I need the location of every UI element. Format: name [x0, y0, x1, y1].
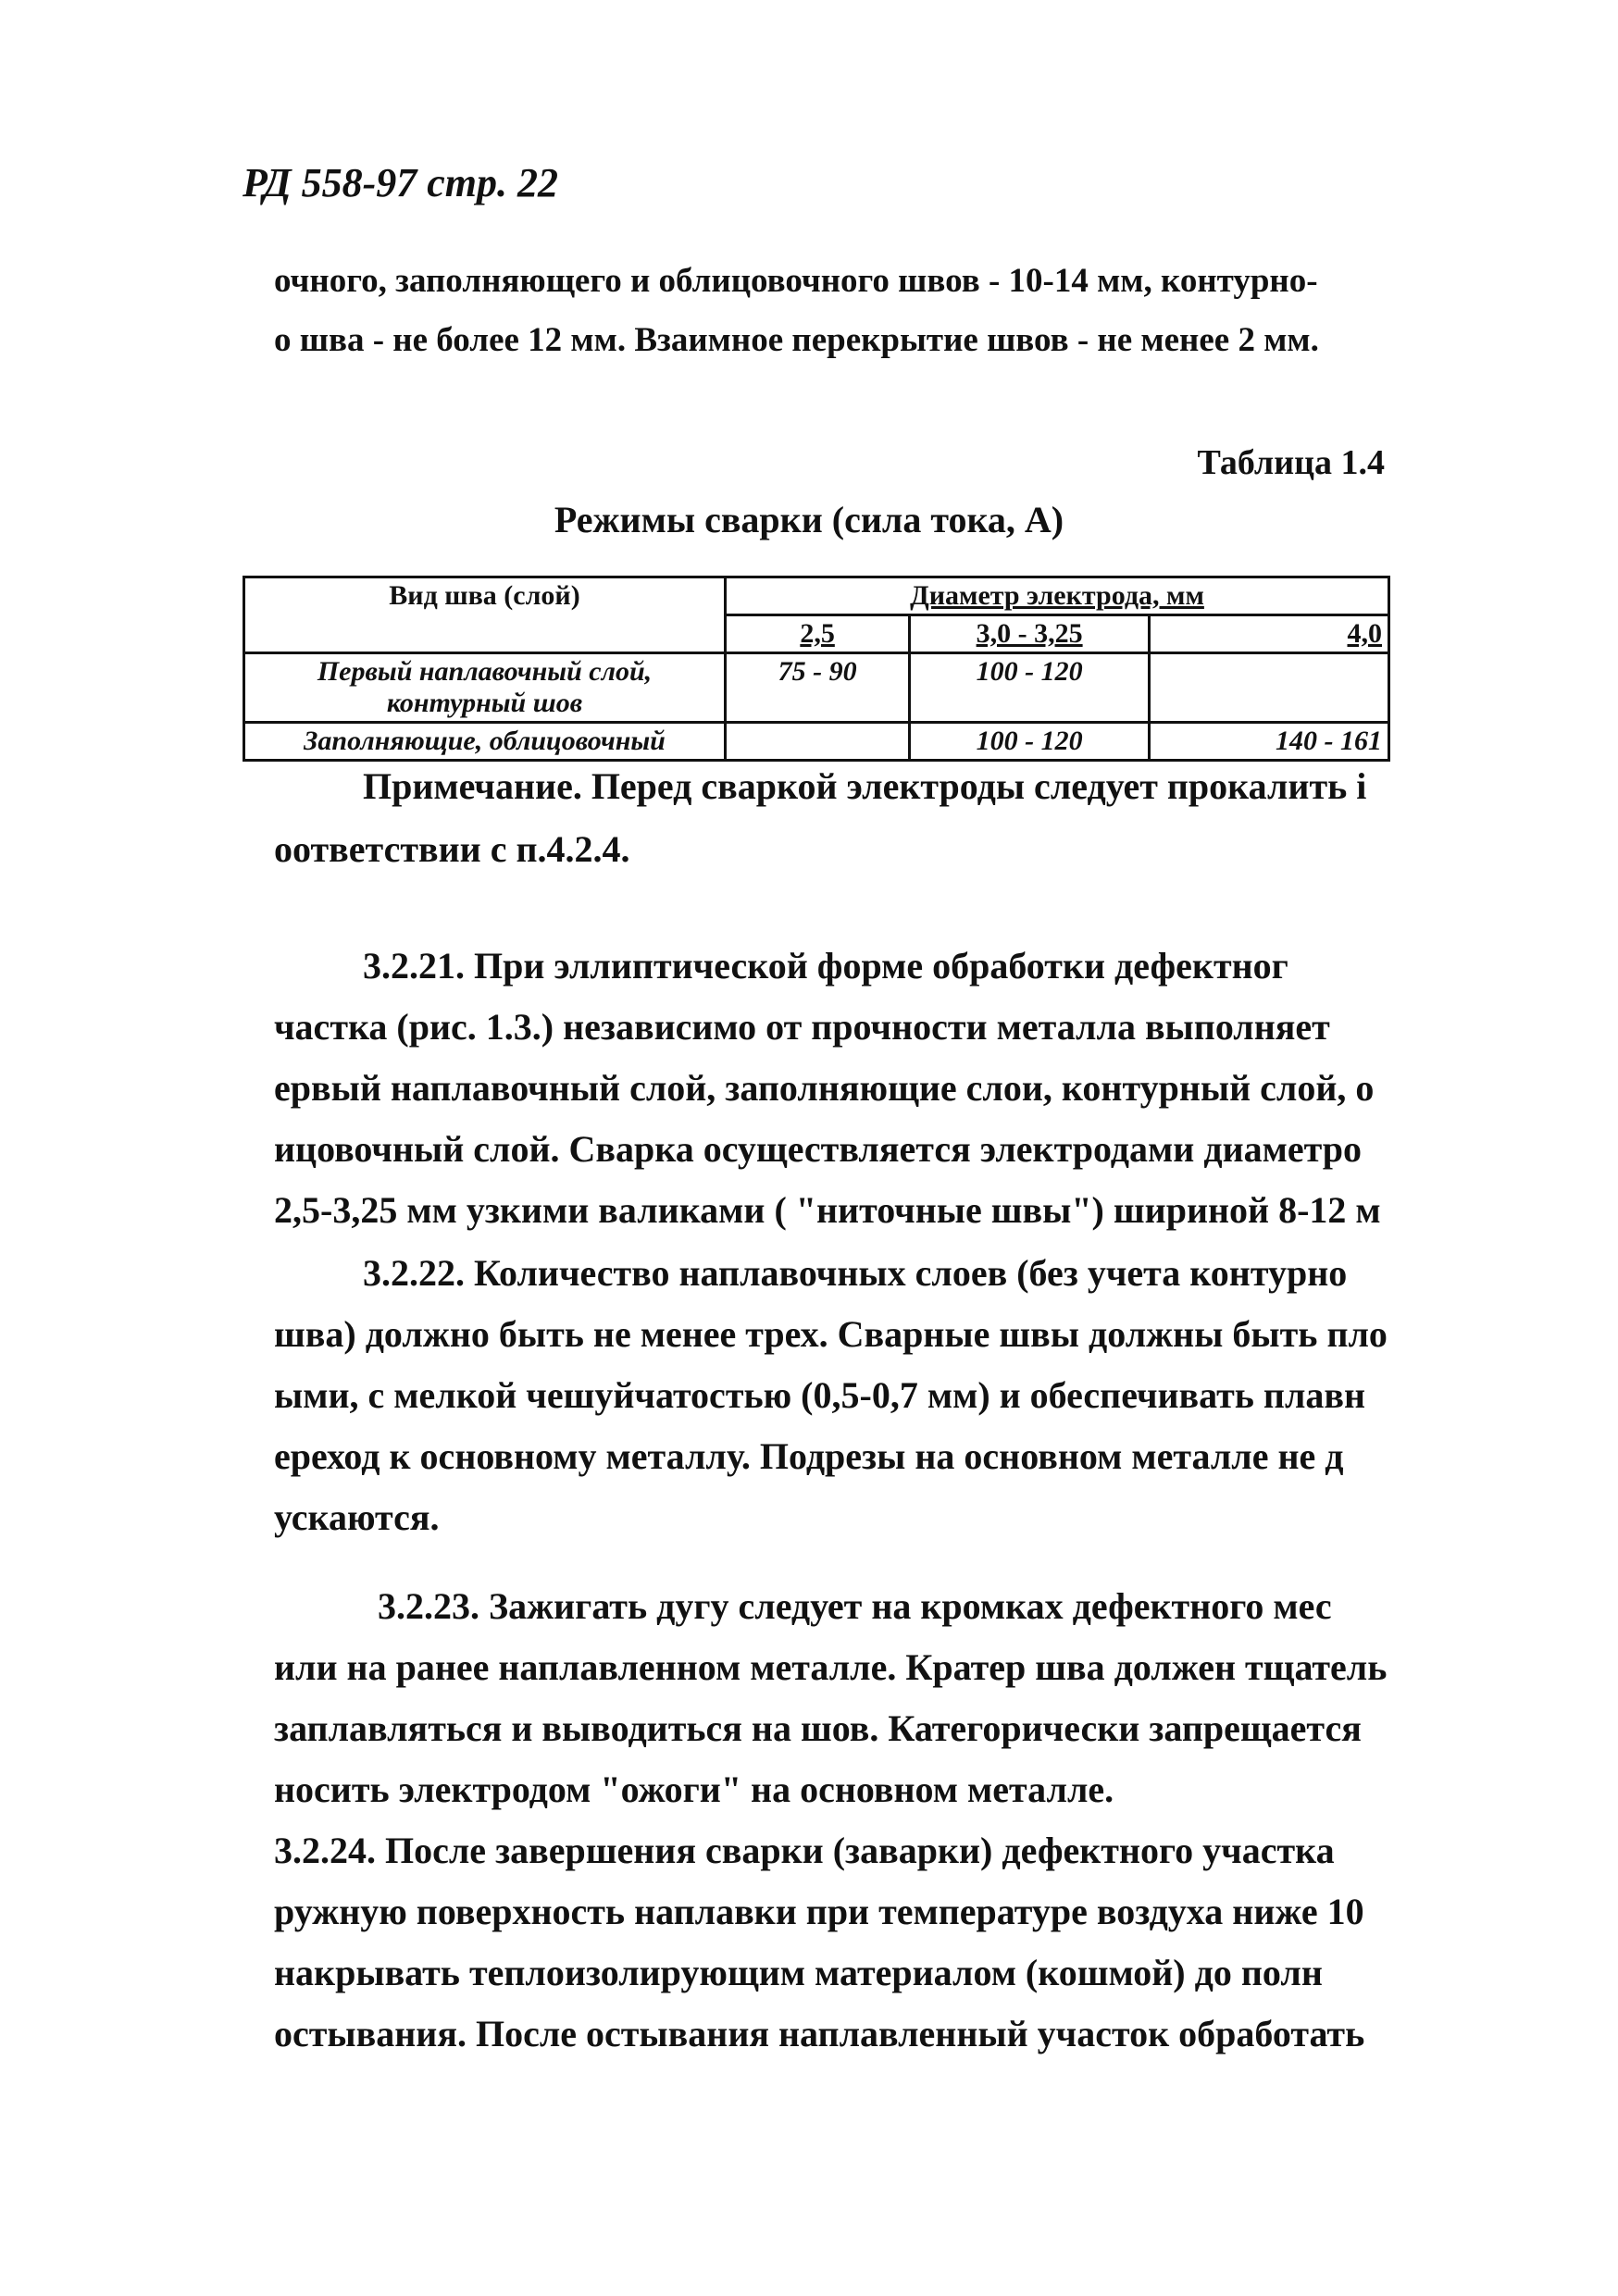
paragraph-line: ружную поверхность наплавки при температуре воздуха ниже 10 — [274, 1891, 1364, 1932]
paragraph-line: частка (рис. 1.3.) независимо от прочности металла выполняет — [274, 1006, 1330, 1048]
welding-modes-table — [243, 576, 1390, 762]
table-caption-title: Режимы сварки (сила тока, А) — [554, 499, 1064, 540]
diameter-2-5: 2,5 — [726, 615, 910, 653]
paragraph-line: 3.2.23. Зажигать дугу следует на кромках дефектного мес — [378, 1585, 1332, 1627]
table-note: Примечание. Перед сваркой электроды следует прокалить i — [363, 765, 1367, 807]
seam-cell: Заполняющие, облицовочный — [244, 723, 726, 761]
paragraph-line: 3.2.22. Количество наплавочных слоев (без учета контурно — [363, 1252, 1348, 1294]
paragraph-line: ицовочный слой. Сварка осуществляется электродами диаметро — [274, 1128, 1362, 1170]
intro-line: о шва - не более 12 мм. Взаимное перекрытие швов - не менее 2 мм. — [274, 321, 1319, 359]
paragraph-line: 2,5-3,25 мм узкими валиками ( "ниточные швы") шириной 8-12 м — [274, 1189, 1381, 1231]
table-caption-number: Таблица 1.4 — [1197, 443, 1385, 482]
diameter-header: Диаметр электрода, мм — [726, 577, 1389, 615]
table-header-row — [244, 577, 1389, 615]
paragraph-line: шва) должно быть не менее трех. Сварные швы должны быть пло — [274, 1313, 1388, 1355]
value-cell: 100 - 120 — [910, 653, 1150, 723]
value-cell: 100 - 120 — [910, 723, 1150, 761]
paragraph-line: ыми, с мелкой чешуйчатостью (0,5-0,7 мм) и обеспечивать плавн — [274, 1374, 1366, 1416]
value-cell — [1150, 653, 1389, 723]
paragraph-line: остывания. После остывания наплавленный участок обработать — [274, 2013, 1365, 2054]
seam-type-header: Вид шва (слой) — [244, 577, 726, 653]
intro-line: очного, заполняющего и облицовочного швов - 10-14 мм, контурно- — [274, 262, 1318, 300]
diameter-3-0: 3,0 - 3,25 — [910, 615, 1150, 653]
value-cell: 140 - 161 — [1150, 723, 1389, 761]
table-row — [244, 653, 1389, 723]
paragraph-line: накрывать теплоизолирующим материалом (кошмой) до полн — [274, 1952, 1323, 1993]
paragraph-line: ервый наплавочный слой, заполняющие слои, контурный слой, о — [274, 1067, 1375, 1109]
paragraph-line: носить электродом "ожоги" на основном металле. — [274, 1769, 1114, 1810]
paragraph-line: 3.2.24. После завершения сварки (заварки) дефектного участка — [274, 1830, 1335, 1871]
value-cell — [726, 723, 910, 761]
table-row — [244, 723, 1389, 761]
seam-cell: Первый наплавочный слой, контурный шов — [244, 653, 726, 723]
paragraph-line: ереход к основному металлу. Подрезы на основном металле не д — [274, 1435, 1344, 1477]
paragraph-line: или на ранее наплавленном металле. Кратер шва должен тщатель — [274, 1646, 1388, 1688]
paragraph-line: 3.2.21. При эллиптической форме обработки дефектног — [363, 945, 1288, 987]
paragraph-line: заплавляться и выводиться на шов. Категорически запрещается — [274, 1707, 1362, 1749]
paragraph-line: ускаются. — [274, 1496, 440, 1538]
value-cell: 75 - 90 — [726, 653, 910, 723]
table-note: оответствии с п.4.2.4. — [274, 828, 630, 870]
page-header: РД 558-97 стр. 22 — [243, 160, 558, 205]
diameter-4-0: 4,0 — [1150, 615, 1389, 653]
